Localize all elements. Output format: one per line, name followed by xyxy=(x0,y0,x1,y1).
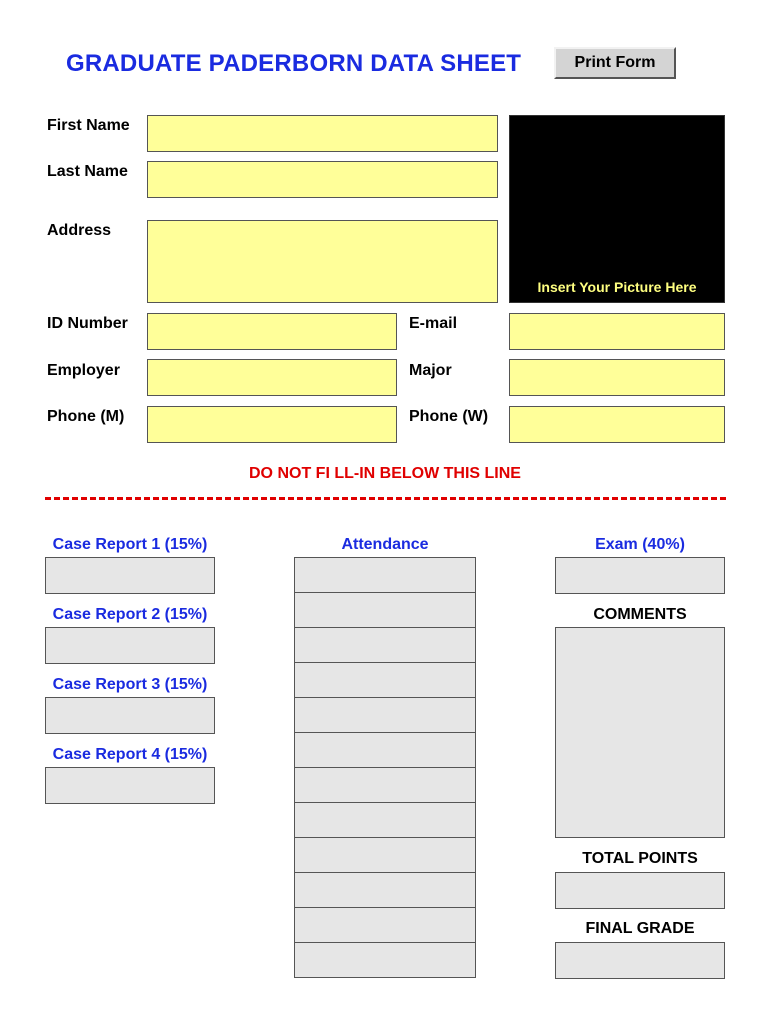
attendance-field[interactable] xyxy=(294,907,476,943)
page-title: GRADUATE PADERBORN DATA SHEET xyxy=(66,50,522,77)
exam-field[interactable] xyxy=(555,557,725,594)
attendance-field[interactable] xyxy=(294,837,476,873)
comments-label: COMMENTS xyxy=(593,606,687,623)
attendance-field[interactable] xyxy=(294,627,476,663)
attendance-field[interactable] xyxy=(294,732,476,768)
address-field[interactable] xyxy=(147,220,498,303)
attendance-field[interactable] xyxy=(294,942,476,978)
attendance-field[interactable] xyxy=(294,662,476,698)
case-report-3-label: Case Report 3 (15%) xyxy=(52,676,208,693)
first-name-field[interactable] xyxy=(147,115,498,152)
attendance-field[interactable] xyxy=(294,872,476,908)
employer-label: Employer xyxy=(47,362,120,379)
do-not-fill-warning: DO NOT FI LL-IN BELOW THIS LINE xyxy=(249,465,521,482)
last-name-label: Last Name xyxy=(47,163,128,180)
exam-label: Exam (40%) xyxy=(595,536,685,553)
email-label: E-mail xyxy=(409,315,458,332)
case-report-4-label: Case Report 4 (15%) xyxy=(52,746,208,763)
case-report-2-field[interactable] xyxy=(45,627,215,664)
total-points-field[interactable] xyxy=(555,872,725,909)
case-report-1-label: Case Report 1 (15%) xyxy=(52,536,208,553)
major-field[interactable] xyxy=(509,359,725,396)
phone-mobile-field[interactable] xyxy=(147,406,397,443)
case-report-3-field[interactable] xyxy=(45,697,215,734)
phone-work-field[interactable] xyxy=(509,406,725,443)
dashed-divider xyxy=(45,497,726,500)
major-label: Major xyxy=(409,362,452,379)
email-field[interactable] xyxy=(509,313,725,350)
attendance-label: Attendance xyxy=(341,536,429,553)
id-number-label: ID Number xyxy=(47,315,128,332)
final-grade-label: FINAL GRADE xyxy=(585,920,695,937)
address-label: Address xyxy=(47,222,112,239)
comments-field[interactable] xyxy=(555,627,725,838)
last-name-field[interactable] xyxy=(147,161,498,198)
print-form-button[interactable]: Print Form xyxy=(554,47,676,79)
first-name-label: First Name xyxy=(47,117,130,134)
attendance-field[interactable] xyxy=(294,592,476,628)
photo-caption: Insert Your Picture Here xyxy=(537,279,697,295)
phone-mobile-label: Phone (M) xyxy=(47,408,125,425)
attendance-field[interactable] xyxy=(294,767,476,803)
attendance-field[interactable] xyxy=(294,802,476,838)
attendance-field[interactable] xyxy=(294,557,476,593)
attendance-field[interactable] xyxy=(294,697,476,733)
total-points-label: TOTAL POINTS xyxy=(582,850,698,867)
case-report-2-label: Case Report 2 (15%) xyxy=(52,606,208,623)
phone-work-label: Phone (W) xyxy=(409,408,489,425)
photo-placeholder[interactable] xyxy=(509,115,725,303)
employer-field[interactable] xyxy=(147,359,397,396)
id-number-field[interactable] xyxy=(147,313,397,350)
final-grade-field[interactable] xyxy=(555,942,725,979)
case-report-1-field[interactable] xyxy=(45,557,215,594)
case-report-4-field[interactable] xyxy=(45,767,215,804)
